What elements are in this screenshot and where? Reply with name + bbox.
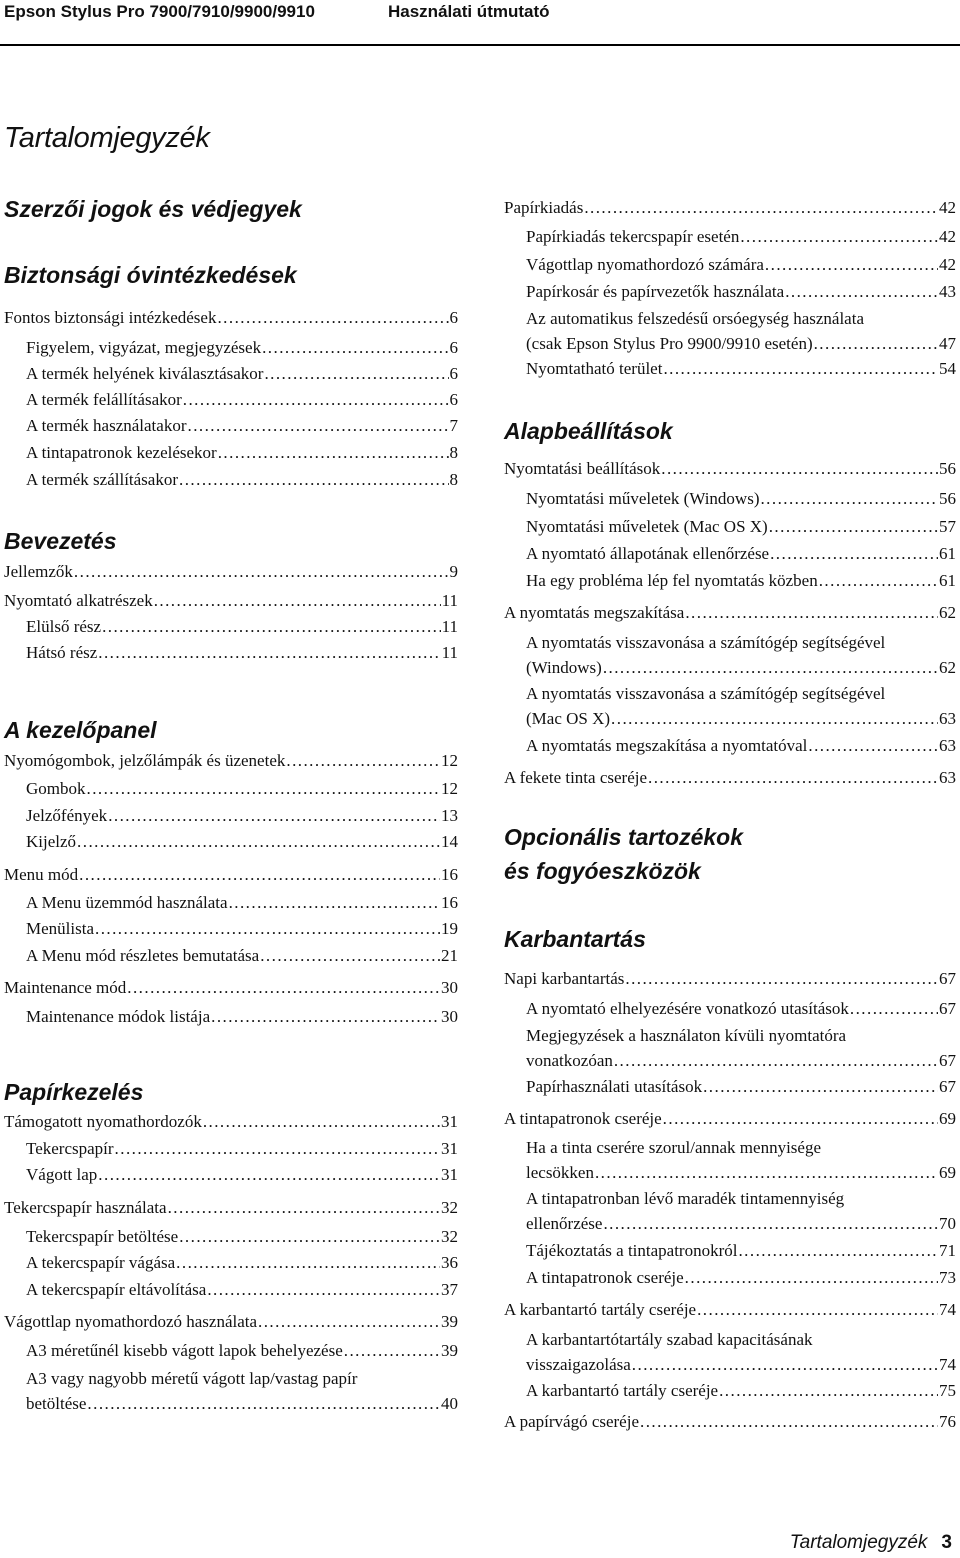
toc-entry-page: 12 <box>441 751 458 770</box>
toc-entry[interactable] <box>526 356 956 381</box>
dot-leader <box>770 541 938 566</box>
toc-entry-label: A fekete tinta cseréje <box>504 768 648 787</box>
dot-leader <box>595 1160 938 1185</box>
dot-leader <box>98 1162 440 1187</box>
dot-leader <box>611 706 938 731</box>
toc-entry-page: 76 <box>939 1412 956 1431</box>
toc-entry-page: 9 <box>449 562 458 581</box>
toc-entry-label: Papírkiadás tekercspapír esetén <box>526 227 740 246</box>
dot-leader <box>260 943 440 968</box>
toc-entry-label: A termék használatakor <box>26 416 187 435</box>
toc-entry-label: Napi karbantartás <box>504 969 625 988</box>
toc-entry-label: Tekercspapír használata <box>4 1198 167 1217</box>
toc-entry[interactable] <box>26 1004 458 1029</box>
toc-entry[interactable] <box>526 1238 956 1263</box>
dot-leader <box>179 1224 440 1249</box>
toc-entry-label-line1: A nyomtatás visszavonása a számítógép segítségével <box>526 684 886 703</box>
dot-leader <box>640 1409 938 1434</box>
toc-entry[interactable] <box>526 681 956 731</box>
toc-entry-page: 56 <box>939 459 956 478</box>
dot-leader <box>262 335 448 360</box>
dot-leader <box>814 331 938 356</box>
dot-leader <box>603 1211 938 1236</box>
toc-entry-page: 42 <box>939 198 956 217</box>
toc-entry-page: 69 <box>939 1163 956 1182</box>
toc-entry-page: 67 <box>939 969 956 988</box>
dot-leader <box>819 568 938 593</box>
toc-entry-label: A3 méretűnél kisebb vágott lapok behelyezése <box>26 1341 343 1360</box>
toc-entry[interactable] <box>26 916 458 941</box>
toc-entry-label: (Windows) <box>526 658 602 677</box>
toc-entry-label: Vágottlap nyomathordozó használata <box>4 1312 258 1331</box>
toc-entry-page: 6 <box>449 364 458 383</box>
toc-entry-page: 13 <box>441 806 458 825</box>
toc-entry-label: A nyomtatás megszakítása <box>504 603 685 622</box>
section-heading: Biztonsági óvintézkedések <box>4 262 297 288</box>
page-number: 3 <box>941 1532 952 1553</box>
dot-leader <box>211 1004 440 1029</box>
dot-leader <box>584 195 938 220</box>
toc-entry-page: 16 <box>441 893 458 912</box>
dot-leader <box>740 224 938 249</box>
toc-entry-label: Nyomógombok, jelzőlámpák és üzenetek <box>4 751 286 770</box>
dot-leader <box>760 486 938 511</box>
toc-entry-label: A Menu mód részletes bemutatása <box>26 946 260 965</box>
dot-leader <box>738 1238 938 1263</box>
toc-entry-page: 56 <box>939 489 956 508</box>
toc-entry[interactable] <box>26 776 458 801</box>
toc-entry-page: 62 <box>939 658 956 677</box>
toc-entry-page: 47 <box>939 334 956 353</box>
toc-entry-page: 54 <box>939 359 956 378</box>
toc-entry[interactable] <box>26 829 458 854</box>
toc-entry[interactable] <box>26 335 458 360</box>
toc-entry-label-line1: A tintapatronban lévő maradék tintamennyiség <box>526 1189 845 1208</box>
toc-entry-label: A Menu üzemmód használata <box>26 893 228 912</box>
dot-leader <box>87 1391 440 1416</box>
toc-entry[interactable] <box>4 588 458 613</box>
product-name: Epson Stylus Pro 7900/7910/9900/9910 <box>4 2 315 21</box>
dot-leader <box>344 1338 440 1363</box>
dot-leader <box>95 916 440 941</box>
toc-entry-page: 63 <box>939 736 956 755</box>
toc-entry[interactable] <box>526 252 956 277</box>
toc-entry-label-line1: A nyomtatás visszavonása a számítógép segítségével <box>526 633 886 652</box>
section-heading: A kezelőpanel <box>4 717 157 743</box>
toc-entry-page: 30 <box>441 978 458 997</box>
toc-entry[interactable] <box>526 486 956 511</box>
toc-entry-label: ellenőrzése <box>526 1214 603 1233</box>
dot-leader <box>79 862 440 887</box>
toc-entry-label: Menu mód <box>4 865 79 884</box>
toc-entry[interactable] <box>4 1309 458 1334</box>
toc-entry[interactable] <box>4 1195 458 1220</box>
toc-entry-label-line1: Ha a tinta cserére szorul/annak mennyisége <box>526 1138 822 1157</box>
toc-entry[interactable] <box>526 1135 956 1185</box>
toc-entry-label: A tekercspapír eltávolítása <box>26 1280 207 1299</box>
toc-entry[interactable] <box>26 1224 458 1249</box>
dot-leader <box>154 588 441 613</box>
guide-name: Használati útmutató <box>388 2 550 21</box>
toc-entry-label: Papírkiadás <box>504 198 584 217</box>
toc-entry-page: 67 <box>939 999 956 1018</box>
dot-leader <box>785 279 938 304</box>
dot-leader <box>632 1352 938 1377</box>
toc-entry-label: Jelzőfények <box>26 806 108 825</box>
toc-entry-page: 63 <box>939 768 956 787</box>
toc-entry-label: A tekercspapír vágása <box>26 1253 176 1272</box>
toc-entry-label: Papírhasználati utasítások <box>526 1077 703 1096</box>
toc-entry[interactable] <box>4 862 458 887</box>
toc-entry[interactable] <box>526 1327 956 1377</box>
dot-leader <box>258 1309 440 1334</box>
toc-entry[interactable] <box>526 306 956 356</box>
toc-entry[interactable] <box>26 614 458 639</box>
toc-entry-page: 63 <box>939 709 956 728</box>
toc-entry[interactable] <box>4 975 458 1000</box>
dot-leader <box>850 996 938 1021</box>
toc-entry[interactable] <box>4 559 458 584</box>
dot-leader <box>77 829 440 854</box>
toc-entry-page: 74 <box>939 1355 956 1374</box>
toc-entry-label: Támogatott nyomathordozók <box>4 1112 202 1131</box>
toc-entry[interactable] <box>526 630 956 680</box>
toc-entry-page: 70 <box>939 1214 956 1233</box>
dot-leader <box>179 467 448 492</box>
section-heading: és fogyóeszközök <box>504 858 701 884</box>
toc-entry[interactable] <box>504 966 956 991</box>
section-heading: Papírkezelés <box>4 1079 144 1105</box>
toc-entry-page: 14 <box>441 832 458 851</box>
toc-entry-page: 62 <box>939 603 956 622</box>
header-rule <box>0 44 960 46</box>
toc-entry[interactable] <box>26 1136 458 1161</box>
toc-entry-label: A nyomtatás megszakítása a nyomtatóval <box>526 736 808 755</box>
toc-entry-page: 39 <box>441 1341 458 1360</box>
toc-entry-page: 12 <box>441 779 458 798</box>
toc-entry-label: Kijelző <box>26 832 77 851</box>
toc-entry-page: 32 <box>441 1198 458 1217</box>
section-heading: Szerzői jogok és védjegyek <box>4 196 302 222</box>
toc-entry[interactable] <box>526 1023 956 1073</box>
section-heading: Karbantartás <box>504 926 646 952</box>
toc-entry[interactable] <box>526 224 956 249</box>
dot-leader <box>108 803 440 828</box>
toc-entry-page: 43 <box>939 282 956 301</box>
toc-entry-page: 32 <box>441 1227 458 1246</box>
toc-entry-label: Vágott lap <box>26 1165 98 1184</box>
toc-entry-label: Nyomtató alkatrészek <box>4 591 153 610</box>
toc-entry-label: Gombok <box>26 779 86 798</box>
toc-entry[interactable] <box>526 541 956 566</box>
toc-entry-label: A nyomtató állapotának ellenőrzése <box>526 544 770 563</box>
dot-leader <box>769 514 938 539</box>
toc-entry-page: 57 <box>939 517 956 536</box>
dot-leader <box>203 1109 440 1134</box>
toc-entry-label-line1: A3 vagy nagyobb méretű vágott lap/vastag papír <box>26 1369 358 1388</box>
toc-entry[interactable] <box>504 1106 956 1131</box>
footer-title: Tartalomjegyzék <box>789 1532 928 1553</box>
toc-entry-page: 30 <box>441 1007 458 1026</box>
toc-entry-label: Tekercspapír <box>26 1139 114 1158</box>
toc-entry-page: 11 <box>441 617 458 636</box>
toc-entry-label: Tekercspapír betöltése <box>26 1227 179 1246</box>
dot-leader <box>183 387 449 412</box>
toc-entry-page: 21 <box>441 946 458 965</box>
toc-entry[interactable] <box>4 748 458 773</box>
toc-entry[interactable] <box>504 456 956 481</box>
dot-leader <box>703 1074 938 1099</box>
page-header <box>0 0 960 46</box>
toc-entry-label: Maintenance mód <box>4 978 127 997</box>
toc-entry[interactable] <box>26 467 458 492</box>
toc-entry[interactable] <box>504 1297 956 1322</box>
toc-entry[interactable] <box>504 600 956 625</box>
toc-entry[interactable] <box>26 640 458 665</box>
toc-entry-label: Figyelem, vigyázat, megjegyzések <box>26 338 262 357</box>
toc-entry-label-line1: A karbantartótartály szabad kapacitásának <box>526 1330 813 1349</box>
toc-entry-label: Nyomtatási műveletek (Mac OS X) <box>526 517 768 536</box>
toc-entry-label: Fontos biztonsági intézkedések <box>4 308 217 327</box>
toc-entry[interactable] <box>26 890 458 915</box>
toc-entry[interactable] <box>526 733 956 758</box>
toc-entry-page: 69 <box>939 1109 956 1128</box>
toc-entry[interactable] <box>26 387 458 412</box>
toc-entry[interactable] <box>526 1074 956 1099</box>
toc-entry[interactable] <box>26 413 458 438</box>
toc-entry-label: Hátsó rész <box>26 643 98 662</box>
dot-leader <box>74 559 449 584</box>
toc-entry[interactable] <box>526 1186 956 1236</box>
toc-entry-label: betöltése <box>26 1394 87 1413</box>
toc-entry-label: A tintapatronok kezelésekor <box>26 443 217 462</box>
toc-entry-label: (Mac OS X) <box>526 709 611 728</box>
toc-entry[interactable] <box>26 440 458 465</box>
page-title: Tartalomjegyzék <box>4 122 210 154</box>
toc-entry-label: Tájékoztatás a tintapatronokról <box>526 1241 738 1260</box>
dot-leader <box>264 361 448 386</box>
dot-leader <box>663 1106 938 1131</box>
dot-leader <box>603 655 938 680</box>
dot-leader <box>765 252 938 277</box>
toc-entry-label: Menülista <box>26 919 94 938</box>
toc-entry-label-line1: Az automatikus felszedésű orsóegység használata <box>526 309 864 328</box>
toc-entry-page: 31 <box>441 1112 458 1131</box>
section-heading: Opcionális tartozékok <box>504 824 744 850</box>
toc-entry-label: A papírvágó cseréje <box>504 1412 639 1431</box>
toc-entry-page: 19 <box>441 919 458 938</box>
toc-entry[interactable] <box>526 279 956 304</box>
toc-entry-label: A termék szállításakor <box>26 470 179 489</box>
toc-entry-label: Nyomtatható terület <box>526 359 663 378</box>
dot-leader <box>102 614 441 639</box>
toc-entry-label: A tintapatronok cseréje <box>526 1268 684 1287</box>
dot-leader <box>217 305 448 330</box>
dot-leader <box>98 640 440 665</box>
toc-entry-label: Papírkosár és papírvezetők használata <box>526 282 785 301</box>
dot-leader <box>697 1297 938 1322</box>
toc-entry-label: visszaigazolása <box>526 1355 631 1374</box>
toc-entry-page: 67 <box>939 1077 956 1096</box>
toc-entry-label-line1: Megjegyzések a használaton kívüli nyomtatóra <box>526 1026 847 1045</box>
dot-leader <box>286 748 440 773</box>
toc-entry[interactable] <box>504 195 956 220</box>
toc-entry[interactable] <box>26 1162 458 1187</box>
dot-leader <box>685 600 938 625</box>
toc-entry-page: 71 <box>939 1241 956 1260</box>
toc-entry-label: A karbantartó tartály cseréje <box>526 1381 719 1400</box>
dot-leader <box>648 765 938 790</box>
toc-entry-page: 39 <box>441 1312 458 1331</box>
dot-leader <box>614 1048 938 1073</box>
toc-entry[interactable] <box>26 803 458 828</box>
toc-entry-label: Vágottlap nyomathordozó számára <box>526 255 764 274</box>
toc-entry-page: 61 <box>939 571 956 590</box>
toc-entry-page: 6 <box>449 390 458 409</box>
toc-entry-label: A tintapatronok cseréje <box>504 1109 662 1128</box>
toc-entry-page: 16 <box>441 865 458 884</box>
toc-entry-label: Maintenance módok listája <box>26 1007 211 1026</box>
toc-entry[interactable] <box>26 1277 458 1302</box>
toc-entry-label: A karbantartó tartály cseréje <box>504 1300 697 1319</box>
toc-entry-label: A termék felállításakor <box>26 390 182 409</box>
toc-entry-page: 6 <box>449 338 458 357</box>
dot-leader <box>87 776 441 801</box>
dot-leader <box>663 356 938 381</box>
page-footer <box>790 1532 952 1554</box>
toc-entry-page: 6 <box>449 308 458 327</box>
toc-entry[interactable] <box>26 943 458 968</box>
toc-entry-page: 11 <box>441 643 458 662</box>
toc-entry[interactable] <box>4 305 458 330</box>
toc-entry[interactable] <box>26 1338 458 1363</box>
dot-leader <box>661 456 938 481</box>
section-heading: Bevezetés <box>4 528 117 554</box>
toc-entry-page: 37 <box>441 1280 458 1299</box>
dot-leader <box>127 975 440 1000</box>
toc-entry-label: Nyomtatási műveletek (Windows) <box>526 489 760 508</box>
toc-entry-page: 8 <box>449 470 458 489</box>
toc-entry-label: Nyomtatási beállítások <box>504 459 661 478</box>
dot-leader <box>176 1250 440 1275</box>
toc-entry[interactable] <box>26 1250 458 1275</box>
toc-entry[interactable] <box>26 361 458 386</box>
dot-leader <box>168 1195 440 1220</box>
toc-entry-page: 42 <box>939 227 956 246</box>
toc-entry-page: 74 <box>939 1300 956 1319</box>
dot-leader <box>218 440 449 465</box>
dot-leader <box>719 1378 938 1403</box>
dot-leader <box>115 1136 440 1161</box>
toc-entry-label: A nyomtató elhelyezésére vonatkozó utasítások <box>526 999 849 1018</box>
toc-entry-page: 31 <box>441 1139 458 1158</box>
toc-entry[interactable] <box>4 1109 458 1134</box>
section-heading: Alapbeállítások <box>504 418 673 444</box>
toc-entry-label: Jellemzők <box>4 562 73 581</box>
toc-entry-page: 67 <box>939 1051 956 1070</box>
toc-entry-page: 7 <box>449 416 458 435</box>
toc-entry[interactable] <box>526 1378 956 1403</box>
toc-entry-page: 11 <box>441 591 458 610</box>
toc-entry-label: Ha egy probléma lép fel nyomtatás közben <box>526 571 818 590</box>
toc-entry[interactable] <box>504 1409 956 1434</box>
toc-entry[interactable] <box>504 765 956 790</box>
toc-entry-label: vonatkozóan <box>526 1051 613 1070</box>
toc-entry-page: 40 <box>441 1394 458 1413</box>
toc-entry[interactable] <box>26 1366 458 1416</box>
dot-leader <box>808 733 938 758</box>
toc-entry-page: 73 <box>939 1268 956 1287</box>
toc-entry[interactable] <box>526 568 956 593</box>
toc-entry-page: 75 <box>939 1381 956 1400</box>
toc-entry[interactable] <box>526 996 956 1021</box>
toc-entry[interactable] <box>526 1265 956 1290</box>
dot-leader <box>207 1277 440 1302</box>
toc-entry-page: 42 <box>939 255 956 274</box>
toc-entry-page: 61 <box>939 544 956 563</box>
toc-entry-page: 31 <box>441 1165 458 1184</box>
toc-entry-label: lecsökken <box>526 1163 594 1182</box>
toc-entry-page: 36 <box>441 1253 458 1272</box>
toc-entry-label: (csak Epson Stylus Pro 9900/9910 esetén) <box>526 334 813 353</box>
toc-entry-label: Elülső rész <box>26 617 102 636</box>
toc-entry-page: 8 <box>449 443 458 462</box>
dot-leader <box>685 1265 938 1290</box>
dot-leader <box>188 413 449 438</box>
dot-leader <box>229 890 440 915</box>
dot-leader <box>625 966 938 991</box>
toc-entry-label: A termék helyének kiválasztásakor <box>26 364 264 383</box>
toc-entry[interactable] <box>526 514 956 539</box>
